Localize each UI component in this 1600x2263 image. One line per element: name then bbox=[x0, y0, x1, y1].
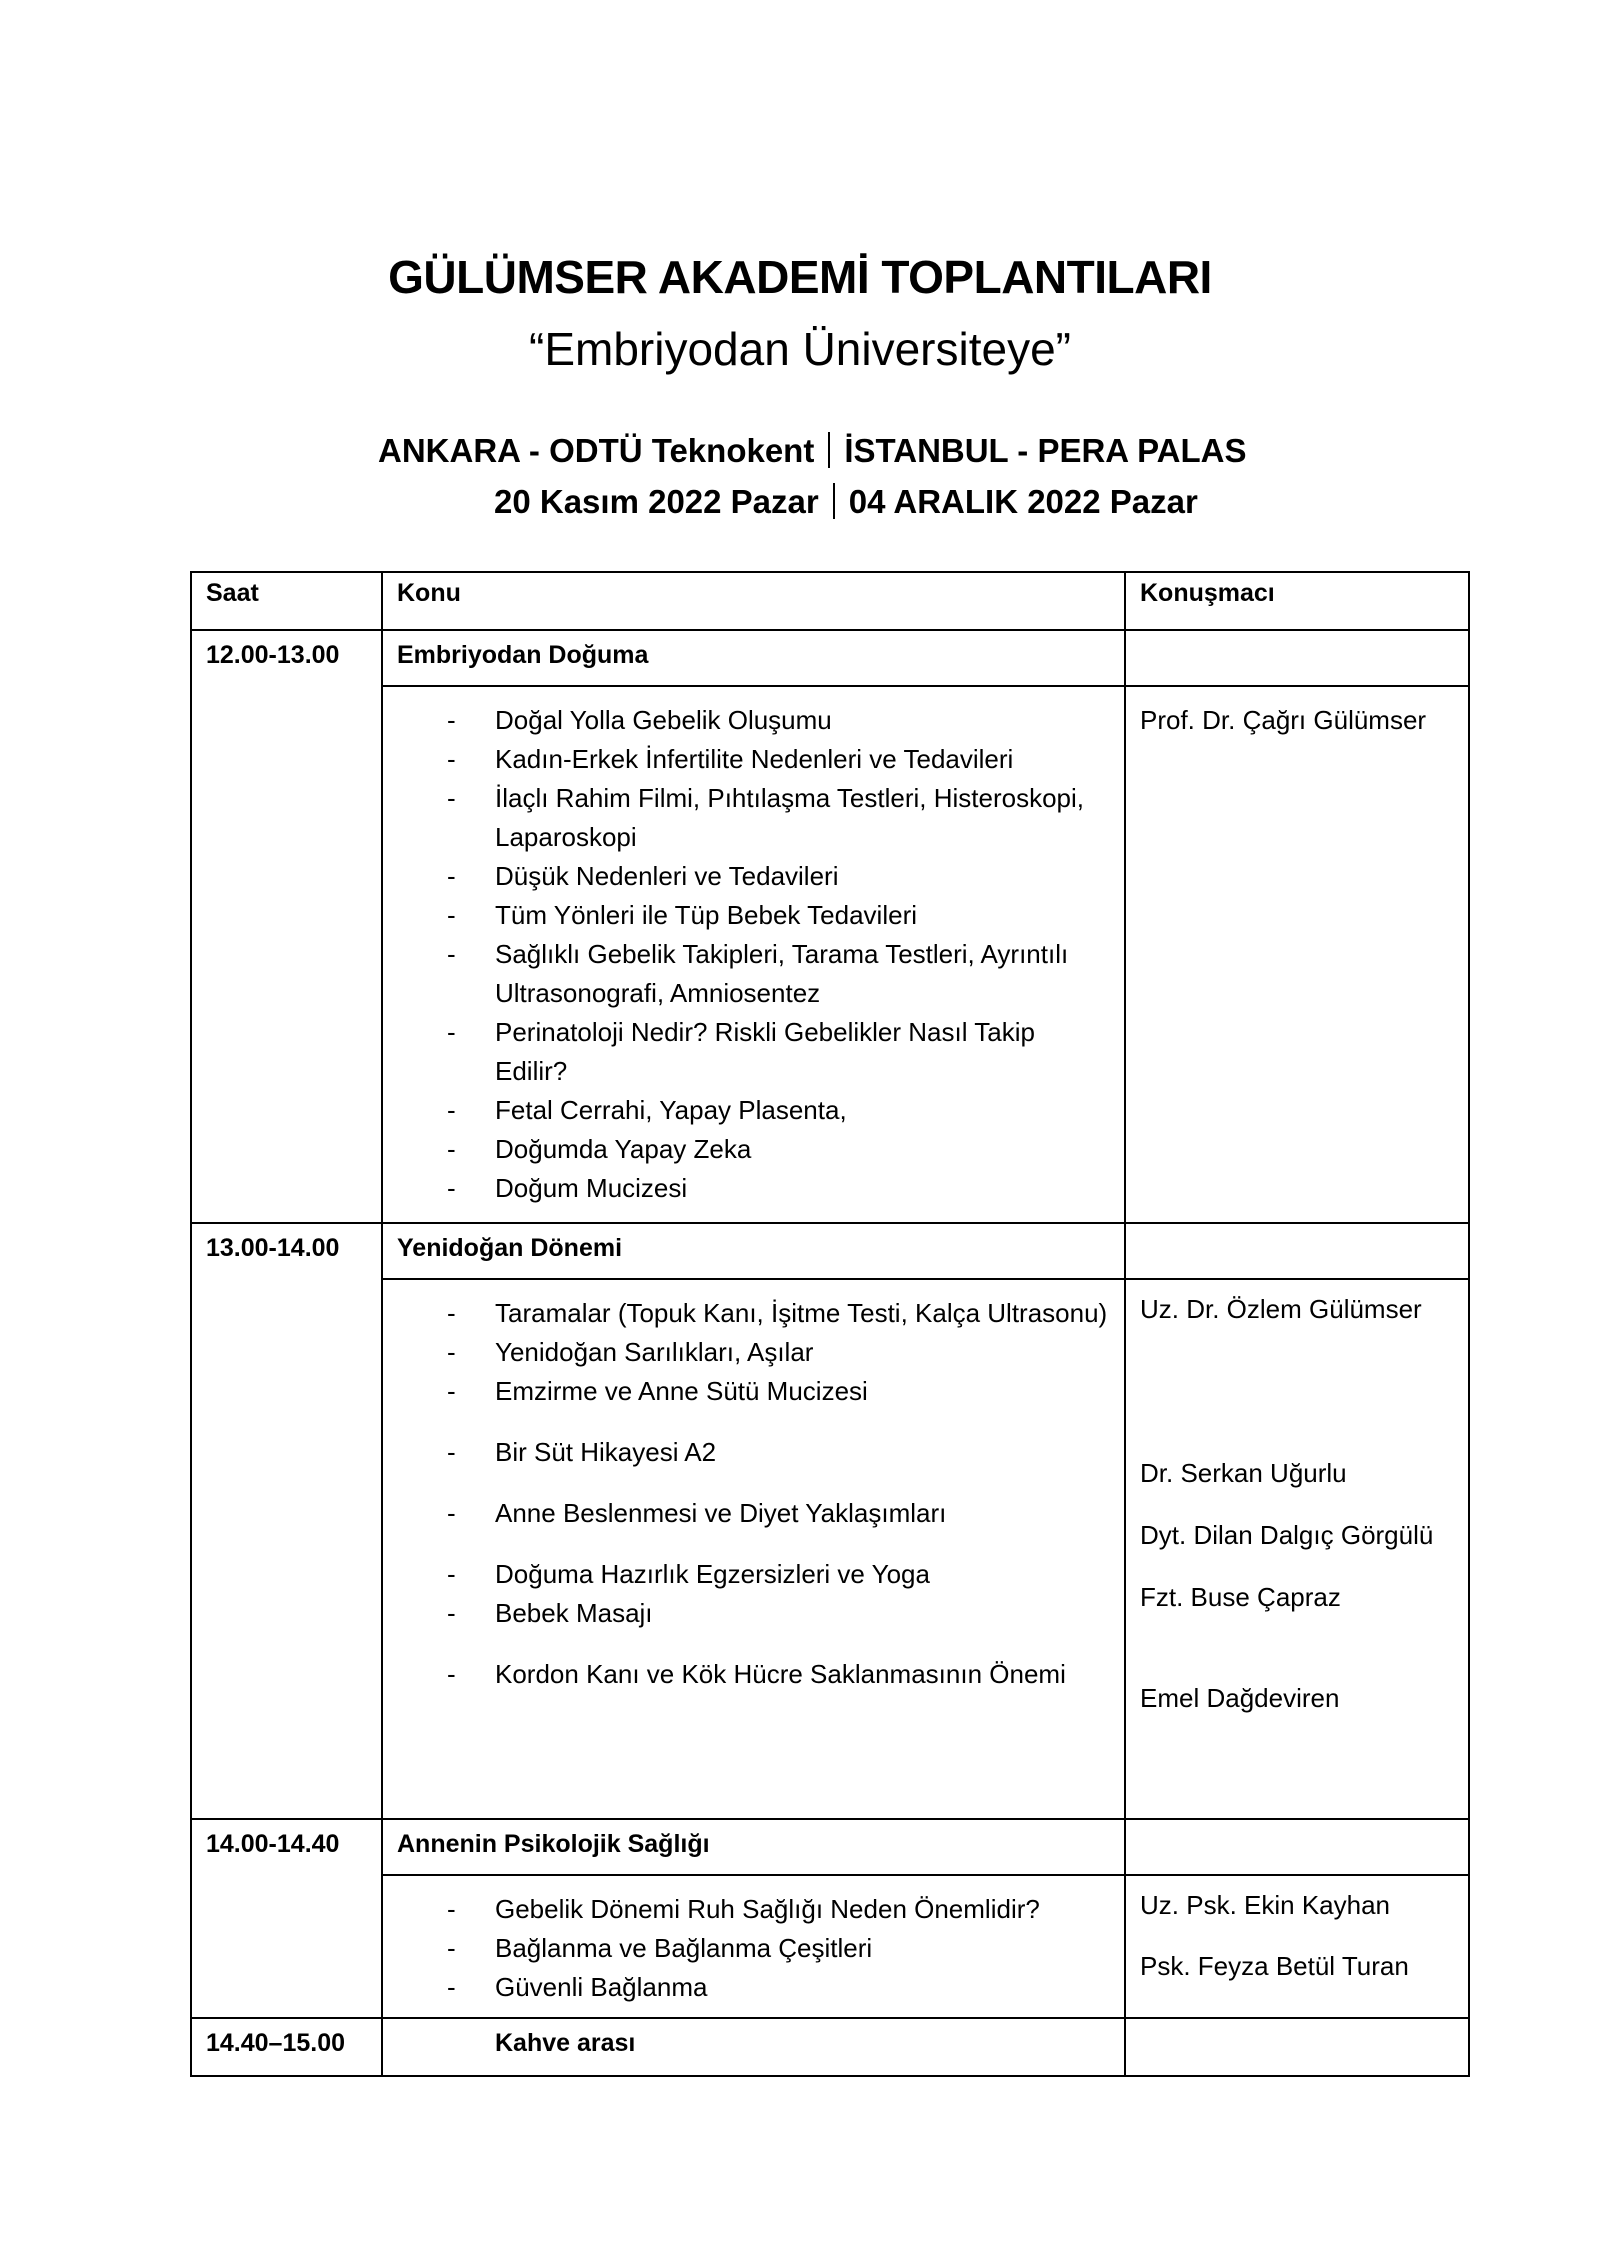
speaker-name: Dyt. Dilan Dalgıç Görgülü bbox=[1140, 1520, 1434, 1550]
section-title-cell: Annenin Psikolojik Sağlığı bbox=[382, 1819, 1125, 1875]
section-items-row bbox=[191, 686, 1469, 1223]
column-header-saat: Saat bbox=[191, 572, 382, 630]
speaker-name: Dr. Serkan Uğurlu bbox=[1140, 1458, 1347, 1488]
table-header-row bbox=[191, 572, 1469, 630]
speaker-name: Psk. Feyza Betül Turan bbox=[1140, 1951, 1409, 1981]
venue-ankara: ANKARA - ODTÜ Teknokent bbox=[378, 432, 815, 469]
list-item: - Doğal Yolla Gebelik Oluşumu bbox=[447, 705, 832, 735]
empty-cell bbox=[1125, 1819, 1469, 1875]
document-subtitle: “Embriyodan Üniversiteye” bbox=[529, 323, 1071, 375]
time-cell: 13.00-14.00 bbox=[191, 1223, 382, 1279]
section-row bbox=[191, 1223, 1469, 1279]
list-item: - Fetal Cerrahi, Yapay Plasenta, bbox=[447, 1095, 847, 1125]
list-item: - Bağlanma ve Bağlanma Çeşitleri bbox=[447, 1933, 873, 1963]
section-row bbox=[191, 2018, 1469, 2076]
speaker-cell bbox=[1125, 1279, 1469, 1819]
list-item: - Gebelik Dönemi Ruh Sağlığı Neden Önemlidir? bbox=[447, 1894, 1040, 1924]
document-title: GÜLÜMSER AKADEMİ TOPLANTILARI bbox=[388, 251, 1212, 303]
list-item: - Bir Süt Hikayesi A2 bbox=[447, 1437, 717, 1467]
empty-cell bbox=[1125, 2018, 1469, 2076]
speaker-cell bbox=[1125, 1875, 1469, 2018]
time-cell: 14.40–15.00 bbox=[191, 2018, 382, 2076]
topic-list bbox=[382, 686, 1125, 1223]
list-item: - Kadın-Erkek İnfertilite Nedenleri ve Tedavileri bbox=[447, 744, 1014, 774]
list-item: - Kordon Kanı ve Kök Hücre Saklanmasının Önemi bbox=[447, 1659, 1066, 1689]
time-cell: 12.00-13.00 bbox=[191, 630, 382, 686]
topic-list bbox=[382, 1279, 1125, 1819]
section-items-row bbox=[191, 1875, 1469, 2018]
list-item: - Doğumda Yapay Zeka bbox=[447, 1134, 752, 1164]
list-item: - İlaçlı Rahim Filmi, Pıhtılaşma Testleri, Histeroskopi, Laparoskopi bbox=[447, 783, 1085, 852]
section-row bbox=[191, 630, 1469, 686]
speaker-name: Fzt. Buse Çapraz bbox=[1140, 1582, 1341, 1612]
venue-istanbul: İSTANBUL - PERA PALAS bbox=[844, 432, 1247, 469]
list-item: - Anne Beslenmesi ve Diyet Yaklaşımları bbox=[447, 1498, 947, 1528]
agenda-table bbox=[190, 571, 1470, 2077]
speaker-name: Uz. Psk. Ekin Kayhan bbox=[1140, 1890, 1390, 1920]
topic-list bbox=[382, 1875, 1125, 2018]
list-item: - Emzirme ve Anne Sütü Mucizesi bbox=[447, 1376, 868, 1406]
empty-cell bbox=[1125, 1223, 1469, 1279]
section-title-cell: Embriyodan Doğuma bbox=[382, 630, 1125, 686]
speaker-name: Prof. Dr. Çağrı Gülümser bbox=[1140, 705, 1427, 735]
speaker-name: Uz. Dr. Özlem Gülümser bbox=[1140, 1294, 1422, 1324]
list-item: - Güvenli Bağlanma bbox=[447, 1972, 708, 2002]
speaker-cell bbox=[1125, 686, 1469, 1223]
venue-separator bbox=[828, 432, 830, 468]
section-title-cell: Yenidoğan Dönemi bbox=[382, 1223, 1125, 1279]
list-item: - Perinatoloji Nedir? Riskli Gebelikler Nasıl Takip Edilir? bbox=[447, 1017, 1035, 1086]
column-header-konu: Konu bbox=[382, 572, 1125, 630]
section-items-row bbox=[191, 1279, 1469, 1819]
date-istanbul: 04 ARALIK 2022 Pazar bbox=[848, 483, 1198, 520]
date-separator bbox=[833, 483, 835, 519]
speaker-name: Emel Dağdeviren bbox=[1140, 1683, 1340, 1713]
list-item: - Sağlıklı Gebelik Takipleri, Tarama Testleri, Ayrıntılı Ultrasonografi, Amniosentez bbox=[447, 939, 1069, 1008]
list-item: - Düşük Nedenleri ve Tedavileri bbox=[447, 861, 839, 891]
date-line bbox=[494, 483, 1198, 521]
list-item: - Bebek Masajı bbox=[447, 1598, 653, 1628]
list-item: - Doğum Mucizesi bbox=[447, 1173, 688, 1203]
section-title-cell: Kahve arası bbox=[382, 2018, 1125, 2076]
empty-cell bbox=[1125, 630, 1469, 686]
list-item: - Doğuma Hazırlık Egzersizleri ve Yoga bbox=[447, 1559, 930, 1589]
list-item: - Taramalar (Topuk Kanı, İşitme Testi, Kalça Ultrasonu) bbox=[447, 1298, 1108, 1328]
section-row bbox=[191, 1819, 1469, 1875]
time-cell: 14.00-14.40 bbox=[191, 1819, 382, 1875]
venue-line bbox=[378, 432, 1246, 470]
list-item: - Yenidoğan Sarılıkları, Aşılar bbox=[447, 1337, 814, 1367]
column-header-konusmaci: Konuşmacı bbox=[1125, 572, 1469, 630]
date-ankara: 20 Kasım 2022 Pazar bbox=[494, 483, 819, 520]
list-item: - Tüm Yönleri ile Tüp Bebek Tedavileri bbox=[447, 900, 918, 930]
